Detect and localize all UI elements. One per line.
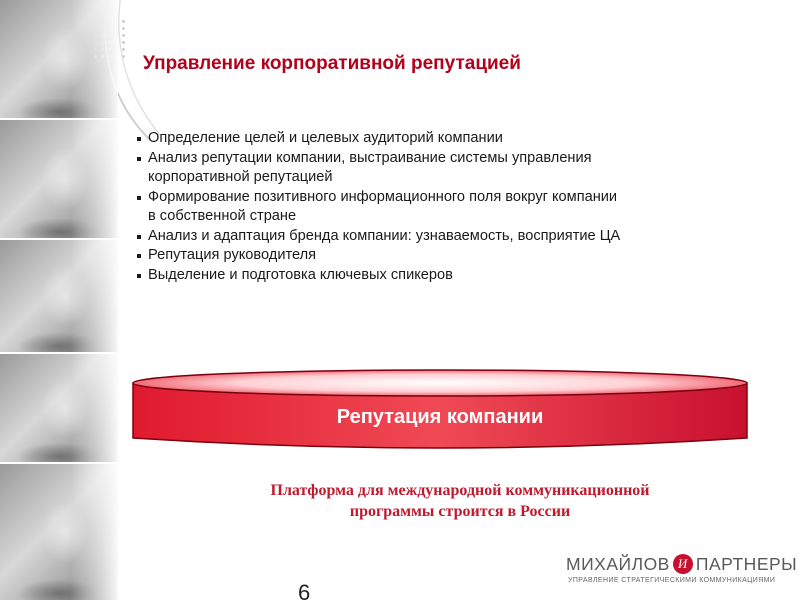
bullet-mark	[137, 157, 141, 161]
bullet-item	[136, 266, 756, 286]
bullet-item	[136, 188, 756, 208]
company-logo	[566, 553, 796, 589]
bullet-text: Формирование позитивного информационного поля вокруг компании	[148, 188, 618, 205]
platform-statement	[200, 480, 720, 522]
bullet-list	[136, 129, 756, 285]
logo-amp-icon: И	[673, 554, 693, 574]
photo-man-portrait	[0, 0, 118, 118]
bullet-text: Анализ и адаптация бренда компании: узнаваемость, восприятие ЦА	[148, 227, 621, 244]
bullet-item-continuation	[136, 168, 756, 188]
bullet-item	[136, 227, 756, 247]
bullet-item	[136, 149, 756, 169]
bullet-item	[136, 129, 756, 149]
logo-name-part2: ПАРТНЕРЫ	[695, 553, 798, 574]
photo-strip	[0, 0, 118, 600]
photo-woman-profile	[0, 240, 118, 352]
photo-smiling-woman	[0, 464, 118, 600]
platform-line: Платформа для международной коммуникационной	[270, 482, 650, 499]
page-number: 6	[298, 580, 311, 605]
bullet-mark	[137, 274, 141, 278]
bullet-mark	[137, 254, 141, 258]
platform-line: программы строится в России	[349, 503, 571, 520]
logo-name	[566, 553, 797, 575]
bullet-text: Определение целей и целевых аудиторий компании	[148, 130, 503, 146]
photo-businessman	[0, 120, 118, 238]
bullet-text: Анализ репутации компании, выстраивание системы управления	[148, 149, 592, 166]
bullet-item	[136, 246, 756, 266]
bullet-mark	[137, 137, 141, 141]
bullet-text: Выделение и подготовка ключевых спикеров	[148, 266, 453, 283]
photo-business-group	[0, 354, 118, 462]
bullet-item-continuation	[136, 207, 756, 227]
bullet-text: Репутация руководителя	[148, 247, 317, 263]
drum-label: Репутация компании	[336, 406, 544, 428]
bullet-mark	[137, 235, 141, 239]
logo-tagline: УПРАВЛЕНИЕ СТРАТЕГИЧЕСКИМИ КОММУНИКАЦИЯМИ	[568, 577, 776, 584]
bullet-mark	[137, 196, 141, 200]
slide-title: Управление корпоративной репутацией	[143, 53, 521, 74]
bullet-text: корпоративной репутацией	[148, 169, 333, 185]
bullet-text: в собственной стране	[148, 208, 297, 224]
logo-name-part1: МИХАЙЛОВ	[566, 553, 670, 574]
